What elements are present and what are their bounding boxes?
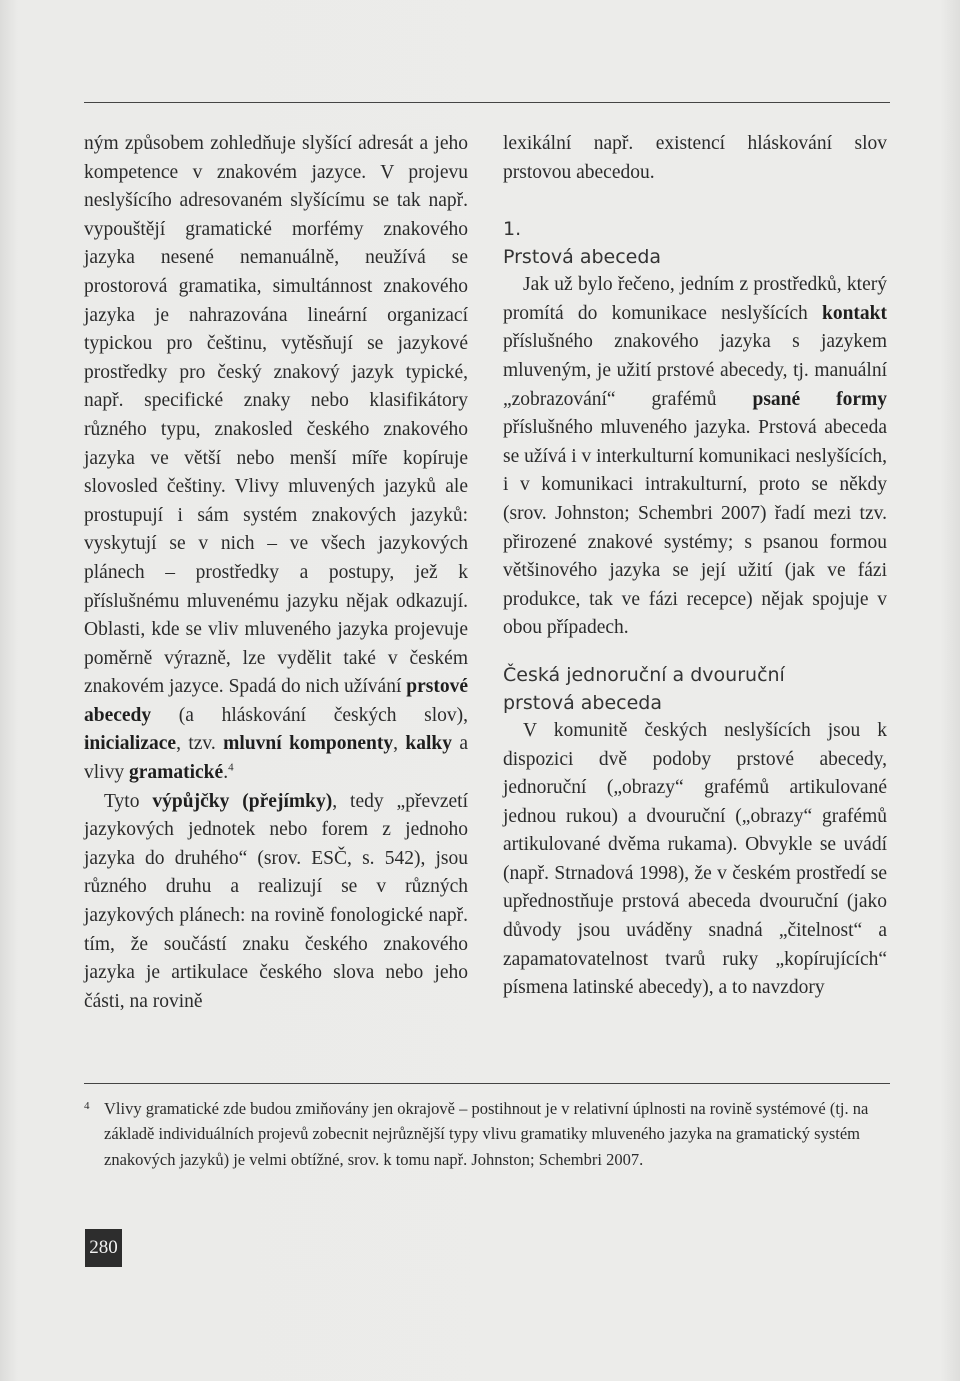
- right-column: [503, 130, 887, 1003]
- right-paragraph-2: V komunitě českých neslyšících jsou k dispozici dvě podoby prstové abecedy, jednoruční („obrazy“ grafémů artikulované jednou rukou) a dvouruční („obrazy“ grafémů artikulované dvěma rukama). Obvykle se uvádí (např. Strnadová 1998), že v českém prostředí se upřednostňuje prstová abeceda dvouruční (jako důvody jsou uváděny snadná „čitelnost“ a zapamatovatelnost tvarů ruky „kopírujících“ písmena latinské abecedy), a to navzdory: [503, 719, 887, 999]
- subsection-title-line-1: Česká jednoruční a dvouruční: [503, 663, 785, 686]
- right-paragraph-1: Jak už bylo řečeno, jedním z prostředků, který promítá do komunikace neslyšících kontakt příslušného znakového jazyka s jazykem mluveným, je užití prstové abecedy, tj. manuální „zobrazování“ grafémů psané formy příslušného mluveného jazyka. Prstová abeceda se užívá i v interkulturní komunikaci neslyšících, i v komunikaci intrakulturní, proto se někdy (srov. Johnston; Schembri 2007) řadí mezi tzv. přirozené znakové systémy; s psanou formou většinového jazyka se její užití (jak ve fázi produkce, tak ve fázi recepce) nějak spojuje v obou případech.: [503, 274, 887, 639]
- page-number: 280: [85, 1229, 122, 1267]
- footnote-text: Vlivy gramatické zde budou zmiňovány jen okrajově – postihnout je v relativní úplnosti na rovině systémové (tj. na základě individuálních projevů zobecnit nejrůznější typy vlivu gramatiky mluveného jazyka na gramatický systém znakových jazyků) je velmi obtížné, srov. k tomu např. Johnston; Schembri 2007.: [104, 1099, 869, 1169]
- term-mluvni-komponenty: mluvní komponenty: [223, 733, 394, 755]
- term-psane-formy: psané formy: [752, 388, 887, 410]
- footnote-rule: [84, 1083, 890, 1084]
- term-prstove-abecedy: prstové abecedy: [84, 676, 468, 726]
- left-column: [84, 130, 468, 1016]
- right-paragraph-0: lexikální např. existencí hláskování slov prstovou abecedou.: [503, 133, 887, 183]
- term-kontakt: kontakt: [821, 302, 887, 324]
- footnote-mark: 4: [84, 1100, 90, 1112]
- section-number: 1.: [503, 218, 522, 241]
- left-paragraph-1: ným způsobem zohledňuje slyšící adresát a jeho kompetence v znakovém jazyce. V projevu neslyšícího adresovaném slyšícímu se tak např. vypouštějí gramatické morfémy znakového jazyka nesené nemanuálně, neužívá se prostorová gramatika, simultánnost znakového jazyka je nahrazována lineární organizací typickou pro češtinu, vytěsňují se jazykové prostředky pro český znakový jazyk typické, např. specifické znaky nebo klasifikátory různého typu, znakosled českého znakového jazyka ve větší nebo menší míře kopíruje slovosled češtiny. Vlivy mluvených jazyků ale prostupují i sám systém znakových jazyků: vyskytují se v nich – ve všech jazykových plánech – prostředky a postupy, jež k příslušnému mluvenému jazyku nějak odkazují. Oblasti, kde se vliv mluveného jazyka projevuje poměrně výrazně, lze vydělit také v českém znakovém jazyce. Spadá do nich užívání prstové abecedy (a hláskování českých slov), inicializace, tzv. mluvní komponenty, kalky a vlivy gramatické.$^4$: [84, 133, 469, 784]
- section-title: Prstová abeceda: [503, 246, 662, 269]
- term-vypujcky: výpůjčky (přejímky): [152, 790, 333, 812]
- footnote-reference[interactable]: 4: [228, 761, 234, 774]
- header-rule: [84, 102, 890, 103]
- subsection-title-line-2: prstová abeceda: [503, 691, 663, 714]
- term-kalky: kalky: [405, 733, 452, 755]
- term-gramaticke: gramatické: [128, 762, 224, 784]
- term-inicializace: inicializace: [84, 733, 177, 755]
- footnote: [84, 1096, 884, 1172]
- left-paragraph-2: Tyto výpůjčky (přejímky), tedy „převzetí jazykových jednotek nebo forem z jednoho jazyka do druhého“ (srov. ESČ, s. 542), jsou různého druhu a realizují se v různých jazykových plánech: na rovině fonologické např. tím, že součástí znaku českého znakového jazyka je artikulace českého slova nebo jeho části, na rovině: [84, 790, 468, 1012]
